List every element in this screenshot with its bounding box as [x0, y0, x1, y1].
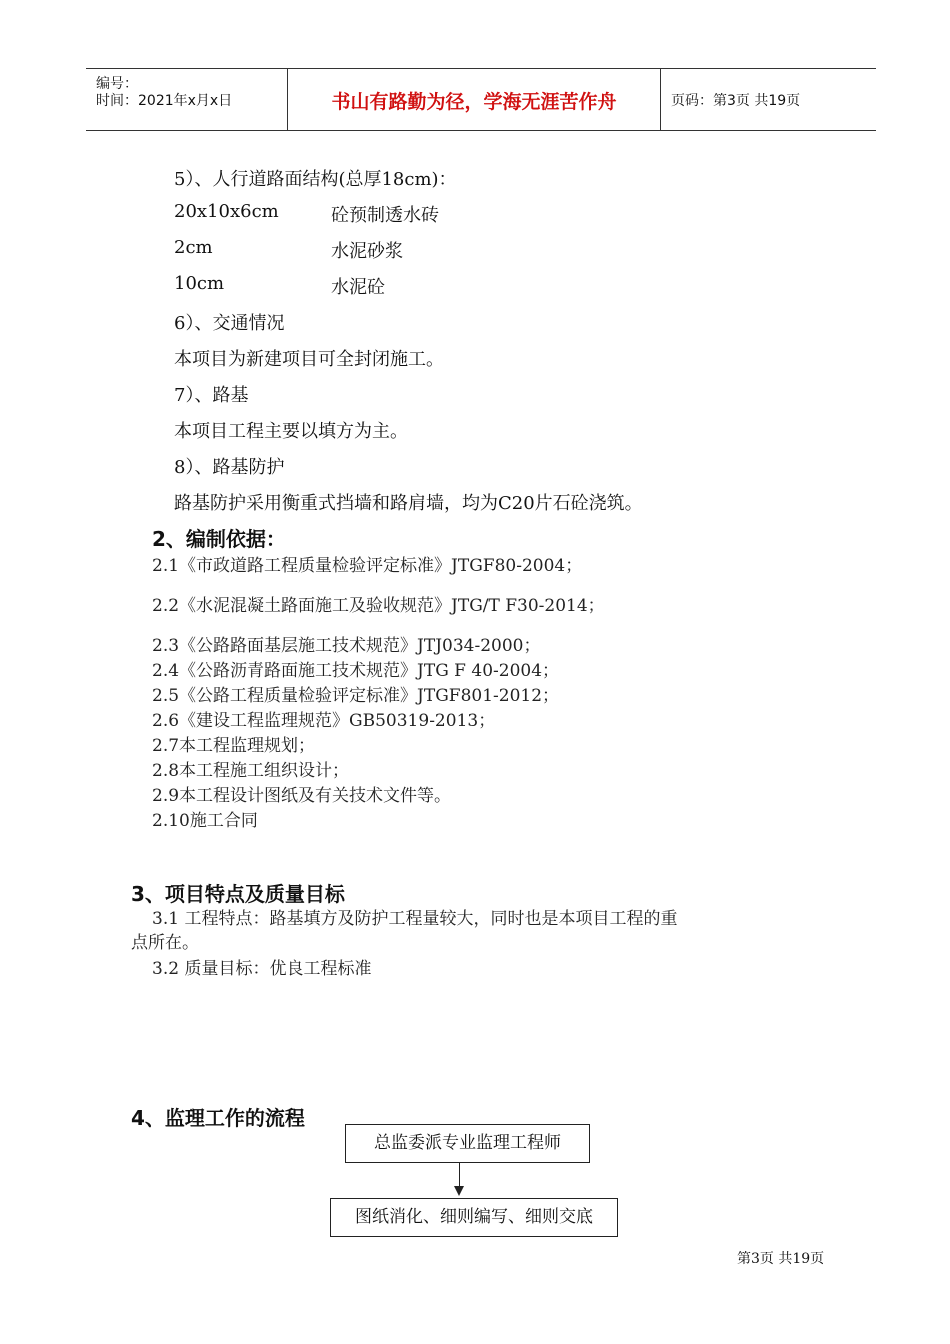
basis-item: 2.9本工程设计图纸及有关技术文件等。 — [152, 786, 452, 806]
pavement-structure-heading: 5）、人行道路面结构(总厚18cm)： — [174, 169, 457, 190]
section-heading-workflow: 4、监理工作的流程 — [131, 1106, 305, 1130]
header-meta-cell — [86, 69, 288, 130]
header-motto: 书山有路勤为径，学海无涯苦作舟 — [331, 91, 617, 113]
traffic-text: 本项目为新建项目可全封闭施工。 — [174, 349, 444, 370]
flow-arrow-icon — [454, 1186, 464, 1196]
basis-item: 2.10施工合同 — [152, 811, 258, 831]
header-page-cell — [661, 69, 876, 130]
subgrade-text: 本项目工程主要以填方为主。 — [174, 421, 408, 442]
basis-item: 2.5《公路工程质量检验评定标准》JTGF801-2012； — [152, 686, 560, 706]
basis-item: 2.2《水泥混凝土路面施工及验收规范》JTG/T F30-2014； — [152, 596, 605, 616]
basis-item: 2.4《公路沥青路面施工技术规范》JTG F 40-2004； — [152, 661, 560, 681]
basis-item: 2.3《公路路面基层施工技术规范》JTJ034-2000； — [152, 636, 541, 656]
layer-dimension: 20x10x6cm — [174, 201, 279, 222]
header-page-info: 页码：第3页 共19页 — [671, 93, 801, 109]
subgrade-protection-text: 路基防护采用衡重式挡墙和路肩墙，均为C20片石砼浇筑。 — [174, 493, 643, 514]
flow-step-box: 总监委派专业监理工程师 — [345, 1124, 590, 1163]
section-heading-basis: 2、编制依据： — [152, 527, 286, 551]
features-line-continued: 点所在。 — [131, 933, 199, 953]
document-number-label: 编号： — [96, 76, 138, 92]
layer-material: 水泥砂浆 — [331, 241, 403, 262]
layer-material: 水泥砼 — [331, 277, 385, 298]
quality-target-line: 3.2 质量目标：优良工程标准 — [152, 959, 372, 979]
basis-item: 2.7本工程监理规划； — [152, 736, 316, 756]
layer-dimension: 10cm — [174, 273, 225, 294]
document-time-label: 时间：2021年x月x日 — [96, 93, 233, 109]
basis-item: 2.1《市政道路工程质量检验评定标准》JTGF80-2004； — [152, 556, 583, 576]
traffic-heading: 6）、交通情况 — [174, 313, 285, 334]
subgrade-protection-heading: 8）、路基防护 — [174, 457, 285, 478]
page-header — [86, 68, 876, 131]
flow-step-box: 图纸消化、细则编写、细则交底 — [330, 1198, 618, 1237]
layer-material: 砼预制透水砖 — [331, 205, 439, 226]
footer-page-info: 第3页 共19页 — [737, 1251, 825, 1267]
basis-item: 2.8本工程施工组织设计； — [152, 761, 350, 781]
section-heading-features: 3、项目特点及质量目标 — [131, 882, 345, 906]
flow-arrow-line — [459, 1162, 460, 1186]
basis-item: 2.6《建设工程监理规范》GB50319-2013； — [152, 711, 496, 731]
features-line: 3.1 工程特点：路基填方及防护工程量较大，同时也是本项目工程的重 — [152, 909, 678, 929]
subgrade-heading: 7）、路基 — [174, 385, 249, 406]
header-motto-cell — [288, 69, 661, 130]
layer-dimension: 2cm — [174, 237, 213, 258]
